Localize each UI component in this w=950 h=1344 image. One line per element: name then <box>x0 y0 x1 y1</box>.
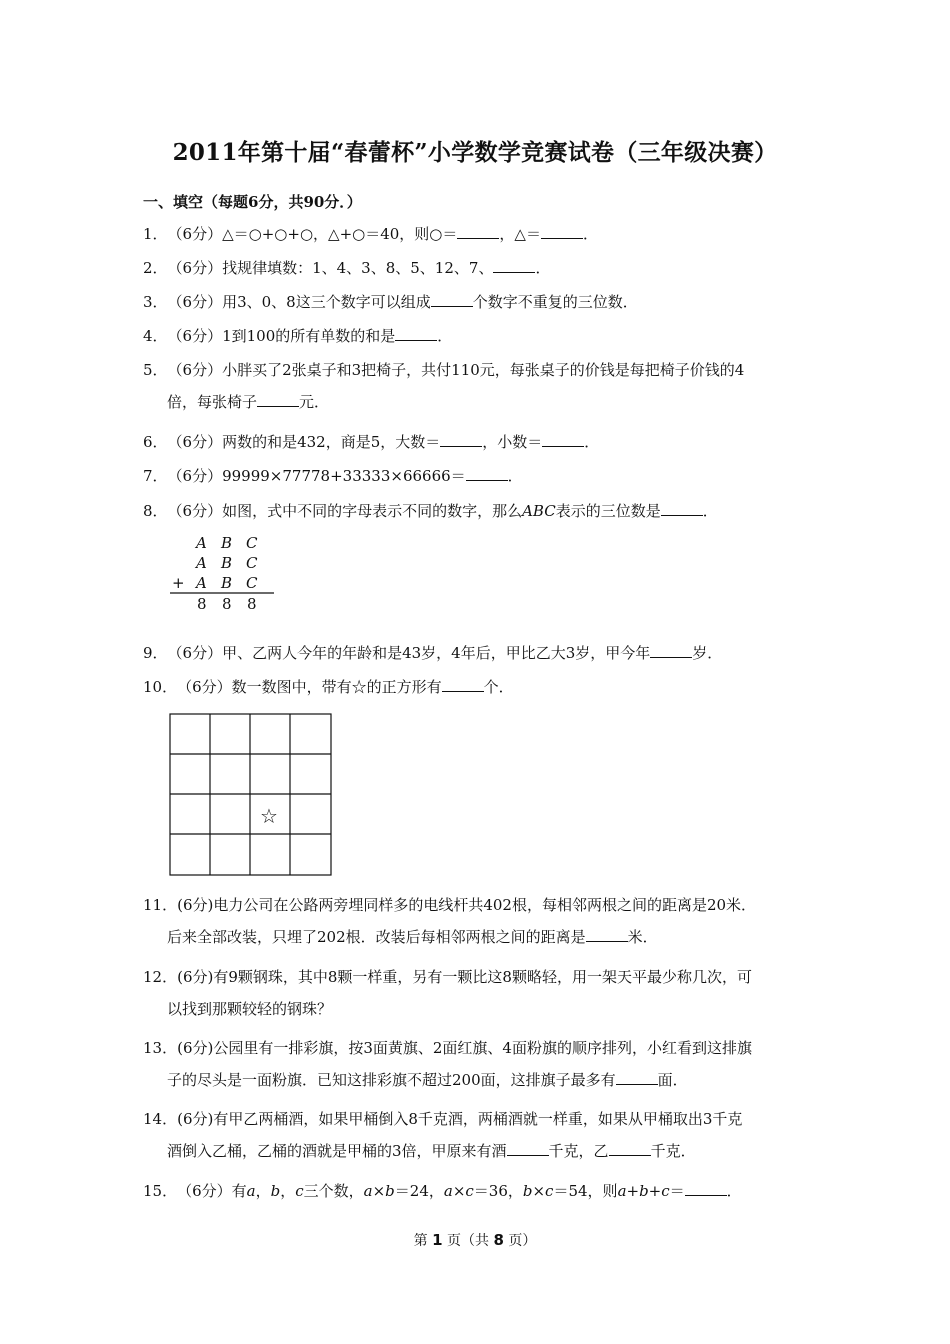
answer-blank <box>609 1141 651 1156</box>
question-number: 9． <box>143 644 168 662</box>
question-text: （6分）数一数图中，带有☆的正方形有 <box>177 678 442 696</box>
question-text: （6分）有 <box>177 1182 247 1200</box>
page-footer <box>0 1230 950 1250</box>
question-text: ． <box>507 467 523 485</box>
question-text: (6分)电力公司在公路两旁埋同样多的电线杆共402根，每相邻两根之间的距离是20米． <box>177 896 757 914</box>
question-text: ． <box>702 502 718 520</box>
question-13 <box>143 1038 813 1090</box>
answer-blank <box>440 432 482 447</box>
question-text: 三个数， <box>303 1182 364 1200</box>
question-text: 后来全部改装，只埋了202根．改装后每相邻两根之间的距离是 <box>167 928 586 946</box>
question-text: 千克，乙 <box>548 1142 609 1160</box>
question-text: 表示的三位数是 <box>555 502 661 520</box>
fig-letter: A <box>196 554 207 572</box>
answer-blank <box>507 1141 549 1156</box>
question-number: 11． <box>143 896 178 914</box>
fig-digit: 8 <box>222 595 232 613</box>
fig-digit: 8 <box>247 595 257 613</box>
answer-blank <box>542 432 584 447</box>
question-3 <box>143 292 638 312</box>
plus-sign: + <box>172 574 185 592</box>
question-number: 7． <box>143 467 168 485</box>
footer-text: 页） <box>503 1233 537 1249</box>
question-text: ． <box>437 327 453 345</box>
answer-blank <box>493 258 535 273</box>
page-total: 8 <box>493 1231 504 1249</box>
question-text: ，小数＝ <box>482 433 543 451</box>
question-text: 倍，每张椅子 <box>167 393 258 411</box>
question-10 <box>143 677 514 697</box>
question-text: 面． <box>657 1071 688 1089</box>
question-number: 13． <box>143 1039 178 1057</box>
question-number: 1． <box>143 225 168 243</box>
question-text: （6分）两数的和是432，商是5，大数＝ <box>167 433 441 451</box>
question-text: （6分）△＝○+○+○，△+○＝40，则○＝ <box>167 225 458 243</box>
question-text: ＝ <box>669 1182 685 1200</box>
question-11 <box>143 895 813 947</box>
question-text: （6分）99999×77778+33333×66666＝ <box>167 467 466 485</box>
answer-blank <box>586 927 628 942</box>
question-text: ，△＝ <box>499 225 541 243</box>
math-expression: a×b <box>363 1182 395 1200</box>
question-text: （6分）小胖买了2张桌子和3把椅子，共付110元，每张桌子的价钱是每把椅子价钱的4 <box>167 361 745 379</box>
math-expression: a×c <box>443 1182 474 1200</box>
question-text: 子的尽头是一面粉旗．已知这排彩旗不超过200面，这排旗子最多有 <box>167 1071 616 1089</box>
question-text: 元． <box>299 393 330 411</box>
answer-blank <box>616 1070 658 1085</box>
question-text: 酒倒入乙桶，乙桶的酒就是甲桶的3倍，甲原来有酒 <box>167 1142 507 1160</box>
section-heading: 一、填空（每题6分，共90分．） <box>143 193 362 211</box>
question-text: 米． <box>627 928 658 946</box>
math-variable: b <box>270 1182 281 1200</box>
fig-letter: B <box>221 574 233 592</box>
question-number: 6． <box>143 433 168 451</box>
question-12 <box>143 967 813 1019</box>
answer-blank <box>257 392 299 407</box>
answer-blank <box>541 224 583 239</box>
math-variable: ABC <box>522 502 556 520</box>
question-number: 3． <box>143 293 168 311</box>
question-text: ． <box>535 259 551 277</box>
answer-blank <box>457 224 499 239</box>
answer-blank <box>442 677 484 692</box>
fig-letter: C <box>246 574 258 592</box>
question-4 <box>143 326 452 346</box>
question-text: ， <box>280 1182 296 1200</box>
square-grid <box>169 713 333 877</box>
page-number: 1 <box>432 1231 443 1249</box>
question-14 <box>143 1109 813 1161</box>
question-number: 15． <box>143 1182 178 1200</box>
fig-letter: C <box>246 534 258 552</box>
question-text: (6分)有甲乙两桶酒，如果甲桶倒入8千克酒，两桶酒就一样重，如果从甲桶取出3千克 <box>177 1110 743 1128</box>
question-text: （6分）甲、乙两人今年的年龄和是43岁，4年后，甲比乙大3岁，甲今年 <box>167 644 651 662</box>
star-icon: ☆ <box>260 804 278 828</box>
fig-letter: C <box>246 554 258 572</box>
question-text: ＝24， <box>394 1182 444 1200</box>
question-number: 12． <box>143 968 178 986</box>
answer-blank <box>650 643 692 658</box>
question-15 <box>143 1181 742 1201</box>
question-text: ． <box>584 433 600 451</box>
addition-figure <box>166 532 286 614</box>
page-title: 2011年第十届“春蕾杯”小学数学竞赛试卷（三年级决赛） <box>172 139 778 166</box>
question-number: 8． <box>143 502 168 520</box>
question-number: 10． <box>143 678 178 696</box>
question-text: （6分）1到100的所有单数的和是 <box>167 327 396 345</box>
fig-digit: 8 <box>197 595 207 613</box>
math-expression: b×c <box>522 1182 554 1200</box>
question-text: ． <box>582 225 598 243</box>
question-number: 5． <box>143 361 168 379</box>
question-text: ， <box>255 1182 271 1200</box>
question-9 <box>143 643 722 663</box>
question-text: ＝54，则 <box>553 1182 618 1200</box>
question-text: (6分)公园里有一排彩旗，按3面黄旗、2面红旗、4面粉旗的顺序排列，小红看到这排旗 <box>177 1039 752 1057</box>
question-8 <box>143 501 718 521</box>
fig-letter: A <box>196 574 207 592</box>
math-variable: a <box>246 1182 256 1200</box>
fig-letter: A <box>196 534 207 552</box>
fig-letter: B <box>221 554 233 572</box>
question-text: (6分)有9颗钢珠，其中8颗一样重，另有一颗比这8颗略轻，用一架天平最少称几次，可 <box>177 968 752 986</box>
question-text: 岁． <box>692 644 723 662</box>
answer-blank <box>431 292 473 307</box>
question-number: 4． <box>143 327 168 345</box>
question-text: 个． <box>483 678 514 696</box>
question-text: 个数字不重复的三位数． <box>472 293 638 311</box>
question-text: （6分）找规律填数：1、4、3、8、5、12、7、 <box>167 259 494 277</box>
answer-blank <box>661 501 703 516</box>
question-text: ． <box>726 1182 742 1200</box>
question-text: （6分）用3、0、8这三个数字可以组成 <box>167 293 431 311</box>
question-2 <box>143 258 550 278</box>
answer-blank <box>395 326 437 341</box>
question-text: 以找到那颗较轻的钢珠？ <box>167 1000 333 1018</box>
math-variable: c <box>295 1182 304 1200</box>
question-5 <box>143 360 813 412</box>
math-expression: a+b+c <box>617 1182 670 1200</box>
question-number: 14． <box>143 1110 178 1128</box>
question-number: 2． <box>143 259 168 277</box>
question-text: （6分）如图，式中不同的字母表示不同的数字，那么 <box>167 502 523 520</box>
footer-text: 第 <box>413 1233 433 1249</box>
fig-letter: B <box>221 534 233 552</box>
answer-blank <box>466 466 508 481</box>
question-1 <box>143 224 598 244</box>
question-6 <box>143 432 599 452</box>
answer-blank <box>685 1181 727 1196</box>
question-7 <box>143 466 523 486</box>
question-text: ＝36， <box>473 1182 523 1200</box>
question-text: 千克． <box>650 1142 696 1160</box>
footer-text: 页（共 <box>442 1233 494 1249</box>
